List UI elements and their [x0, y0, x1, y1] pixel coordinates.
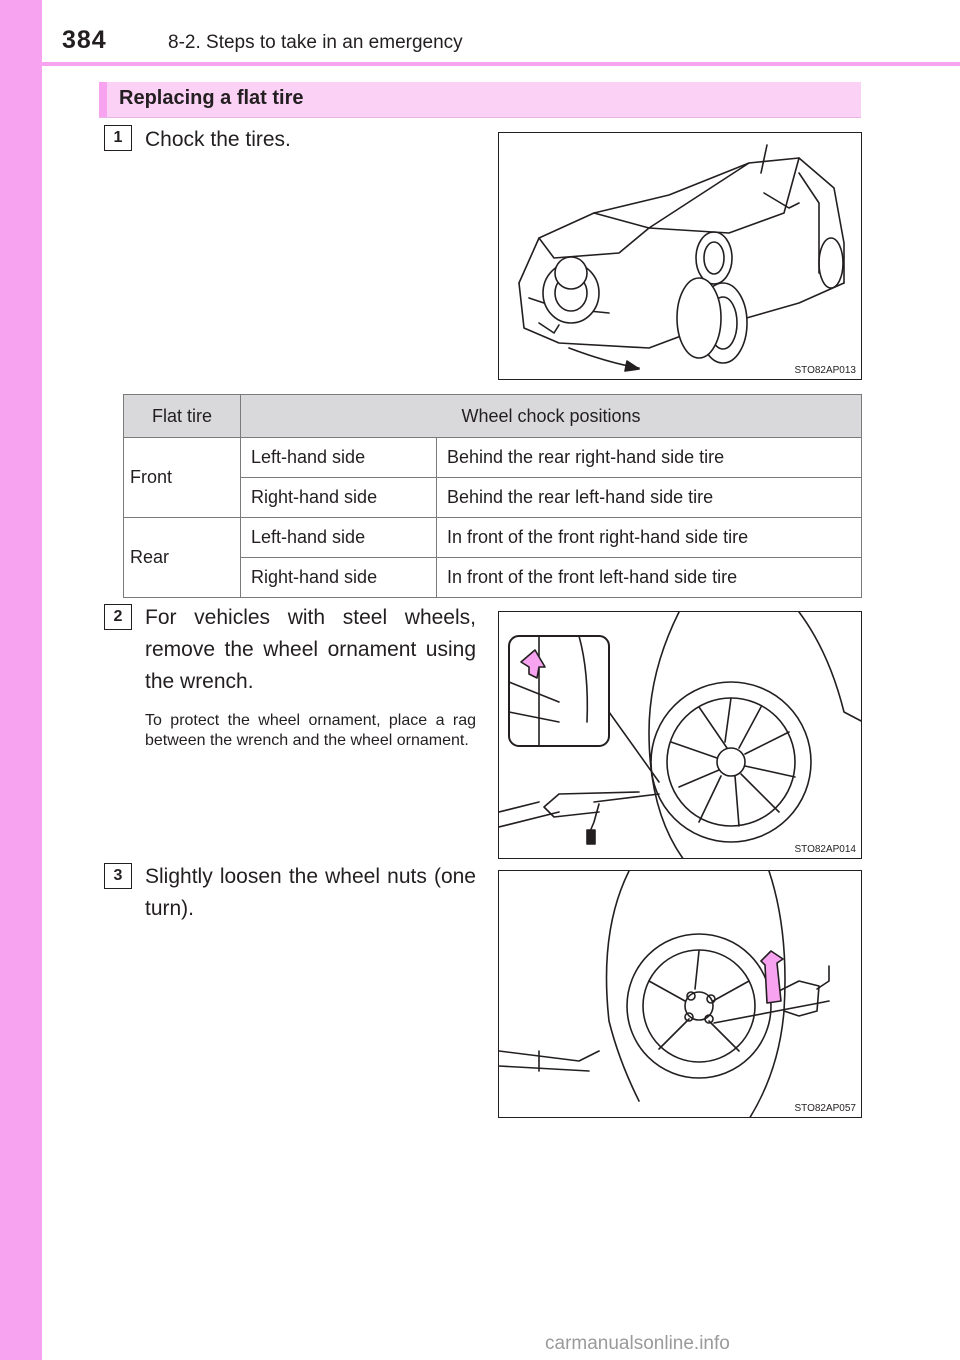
- step-2-number: 2: [104, 604, 132, 630]
- sidebar-tab: [0, 0, 42, 1360]
- figure-loosen-nuts: [498, 870, 862, 1118]
- figure-car-chock: [498, 132, 862, 380]
- table-cell-position: Behind the rear left-hand side tire: [437, 478, 862, 518]
- watermark: carmanualsonline.info: [545, 1333, 730, 1354]
- table-cell-side: Right-hand side: [241, 558, 437, 598]
- table-cell-side: Right-hand side: [241, 478, 437, 518]
- section-heading: 8-2. Steps to take in an emergency: [168, 32, 463, 53]
- page-number: 384: [62, 26, 107, 54]
- table-row: [124, 438, 862, 478]
- step-3-text: Slightly loosen the wheel nuts (one turn).: [145, 865, 476, 920]
- figure-2-code: STO82AP014: [794, 844, 856, 855]
- figure-remove-ornament: [498, 611, 862, 859]
- figure-1-code: STO82AP013: [794, 365, 856, 376]
- table-cell-side: Left-hand side: [241, 518, 437, 558]
- car-illustration: [499, 133, 862, 380]
- wheel-ornament-illustration: [499, 612, 862, 859]
- table-cell-position: In front of the front right-hand side tire: [437, 518, 862, 558]
- step-2-text: For vehicles with steel wheels, remove the wheel ornament using the wrench.: [145, 606, 476, 693]
- table-cell-position: In front of the front left-hand side tire: [437, 558, 862, 598]
- topic-title-bar: [99, 82, 861, 117]
- table-row: [124, 518, 862, 558]
- table-header-row: [124, 395, 862, 438]
- wheel-chock-table: [123, 394, 862, 598]
- step-1-text: Chock the tires.: [145, 128, 291, 151]
- table-header-chock-positions: Wheel chock positions: [241, 395, 862, 438]
- title-underline: [99, 117, 861, 118]
- table-group-front: Front: [124, 438, 241, 518]
- topic-title: Replacing a flat tire: [119, 87, 304, 109]
- table-cell-side: Left-hand side: [241, 438, 437, 478]
- step-2-note: To protect the wheel ornament, place a rag between the wrench and the wheel ornament.: [145, 712, 476, 749]
- wheel-nut-illustration: [499, 871, 862, 1118]
- table-cell-position: Behind the rear right-hand side tire: [437, 438, 862, 478]
- table-header-flat-tire: Flat tire: [124, 395, 241, 438]
- step-3-number: 3: [104, 863, 132, 889]
- figure-3-code: STO82AP057: [794, 1103, 856, 1114]
- header-divider: [42, 62, 960, 66]
- step-1-number: 1: [104, 125, 132, 151]
- table-group-rear: Rear: [124, 518, 241, 598]
